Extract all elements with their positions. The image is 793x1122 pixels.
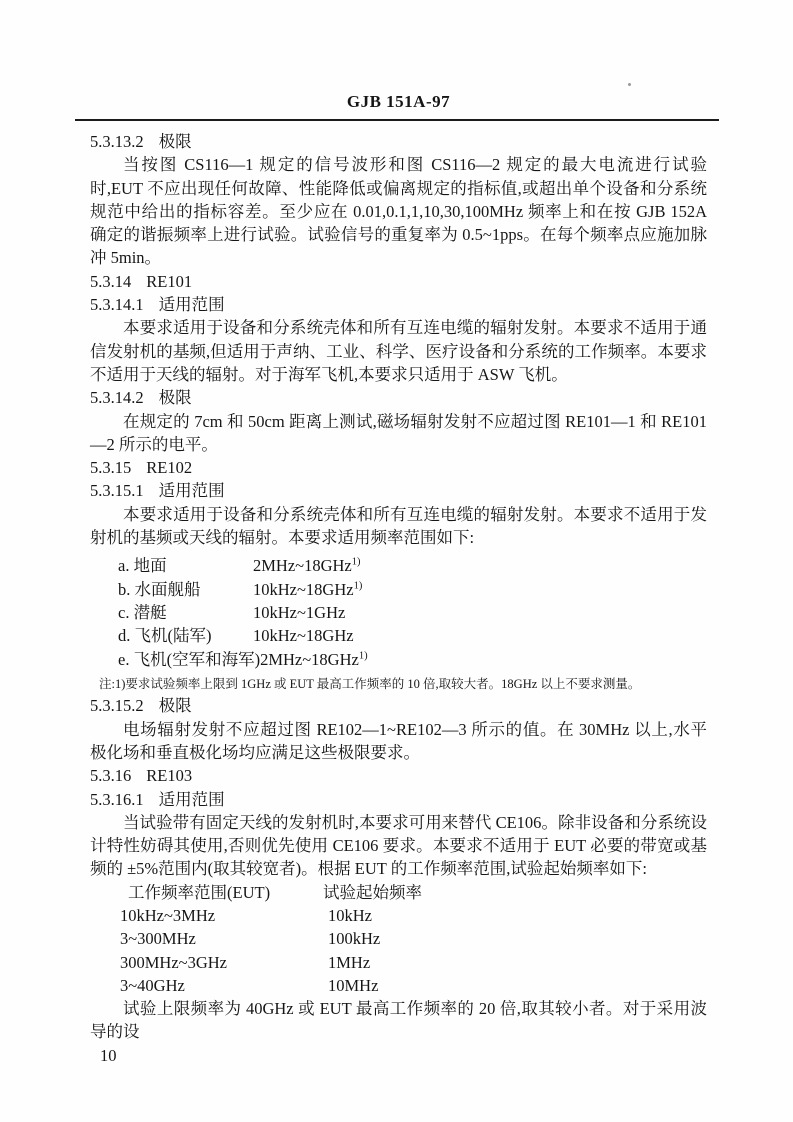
clause-number: 5.3.15.2 xyxy=(90,696,144,716)
clause-title: 极限 xyxy=(158,388,192,408)
cell-start-frequency: 10MHz xyxy=(328,975,379,995)
list-item-ground xyxy=(90,554,707,577)
section-heading-5-3-16-1 xyxy=(90,788,707,811)
section-heading-5-3-13-2 xyxy=(90,130,707,153)
clause-number: 5.3.13.2 xyxy=(90,132,144,151)
cell-operating-range: 3~300MHz xyxy=(120,929,196,949)
paragraph-re102-limit: 电场辐射发射不应超过图 RE102—1~RE102—3 所示的值。在 30MHz 以上,水平极化场和垂直极化场均应满足这些极限要求。 xyxy=(90,719,707,762)
footnote-marker: 1) xyxy=(351,556,361,568)
clause-number: 5.3.16.1 xyxy=(90,789,144,809)
clause-number: 5.3.15 xyxy=(90,458,132,478)
section-heading-5-3-14-1 xyxy=(90,293,707,316)
scan-speck xyxy=(628,83,631,86)
section-heading-5-3-14-2 xyxy=(90,386,707,409)
section-heading-5-3-16 xyxy=(90,764,707,787)
clause-number: 5.3.15.1 xyxy=(90,481,144,501)
footnote-text: 注:1)要求试验频率上限到 1GHz 或 EUT 最高工作频率的 10 倍,取较大者。18GHz 以上不要求测量。 xyxy=(99,676,641,691)
column-header-start-frequency: 试验起始频率 xyxy=(323,882,422,902)
document-body xyxy=(90,130,707,1067)
clause-title: 适用范围 xyxy=(158,789,225,809)
list-item-range: 10kHz~18GHz$^{1)}$ xyxy=(253,579,363,599)
clause-number: 5.3.14 xyxy=(90,271,132,291)
list-item-label: a. 地面 xyxy=(118,556,167,576)
paragraph-re102-scope: 本要求适用于设备和分系统壳体和所有互连电缆的辐射发射。本要求不适用于发射机的基频或天线的辐射。本要求适用频率范围如下: xyxy=(90,504,707,548)
cell-start-frequency: 100kHz xyxy=(328,929,381,949)
cell-operating-range: 3~40GHz xyxy=(120,975,185,995)
list-item-range: 2MHz~18GHz$^{1)}$ xyxy=(253,556,361,576)
list-item-aircraft-airforce-navy xyxy=(90,648,707,671)
clause-title: 极限 xyxy=(158,696,192,716)
footnote-marker: 1) xyxy=(358,650,368,662)
list-item-range: 10kHz~1GHz xyxy=(253,602,346,622)
clause-title: 适用范围 xyxy=(158,295,225,315)
cell-start-frequency: 10kHz xyxy=(328,906,372,925)
clause-title: RE101 xyxy=(146,271,193,291)
column-header-operating-range: 工作频率范围(EUT) xyxy=(128,882,271,902)
paragraph-cs116-limit: 当按图 CS116—1 规定的信号波形和图 CS116—2 规定的最大电流进行试验时,EUT 不应出现任何故障、性能降低或偏离规定的指标值,或超出单个设备和分系统规范中给出的指标容差。至少应在 0.01,0.1,1,10,30,100MHz 频率上和在按 GJB 152A 确定的谐振频率上进行试验。试验信号的重复率为 0.5~1pps。在每个频率点应施加脉冲 5min。 xyxy=(90,155,707,268)
list-item-aircraft-army xyxy=(90,624,707,647)
page-number: 10 xyxy=(100,1045,117,1065)
table-row xyxy=(90,974,707,997)
cell-operating-range: 300MHz~3GHz xyxy=(120,952,227,972)
header-rule xyxy=(75,119,719,121)
clause-number: 5.3.16 xyxy=(90,766,132,786)
frequency-range-list xyxy=(90,554,707,670)
table-header-row xyxy=(90,881,707,904)
clause-title: 极限 xyxy=(158,132,192,151)
clause-title: 适用范围 xyxy=(158,481,225,501)
paragraph-re101-limit: 在规定的 7cm 和 50cm 距离上测试,磁场辐射发射不应超过图 RE101—1 和 RE101—2 所示的电平。 xyxy=(90,411,707,454)
table-row xyxy=(90,904,707,927)
list-item-submarine xyxy=(90,601,707,624)
clause-number: 5.3.14.2 xyxy=(90,388,144,408)
list-item-range: 2MHz~18GHz$^{1)}$ xyxy=(260,649,368,669)
clause-title: RE102 xyxy=(146,458,193,478)
cell-start-frequency: 1MHz xyxy=(328,952,371,972)
table-row xyxy=(90,927,707,950)
list-item-surface-ship xyxy=(90,578,707,601)
cell-operating-range: 10kHz~3MHz xyxy=(120,906,216,925)
paragraph-re101-scope: 本要求适用于设备和分系统壳体和所有互连电缆的辐射发射。本要求不适用于通信发射机的基频,但适用于声纳、工业、科学、医疗设备和分系统的工作频率。本要求不适用于天线的辐射。对于海军飞机,本要求只适用于 ASW 飞机。 xyxy=(90,318,707,384)
section-heading-5-3-15-1 xyxy=(90,479,707,502)
paragraph-re103-scope: 当试验带有固定天线的发射机时,本要求可用来替代 CE106。除非设备和分系统设计特性妨碍其使用,否则优先使用 CE106 要求。本要求不适用于 EUT 必要的带宽或基频的 ±5%范围内(取其较宽者)。根据 EUT 的工作频率范围,试验起始频率如下: xyxy=(90,812,707,879)
list-item-label: d. 飞机(陆军) xyxy=(118,626,212,646)
section-heading-5-3-15 xyxy=(90,456,707,479)
list-item-range: 10kHz~18GHz xyxy=(253,626,354,646)
start-frequency-table xyxy=(90,881,707,997)
list-item-label: c. 潜艇 xyxy=(118,602,167,622)
list-item-label: b. 水面舰船 xyxy=(118,579,201,599)
section-heading-5-3-15-2 xyxy=(90,694,707,717)
page-header-title: GJB 151A-97 xyxy=(346,92,451,111)
table-row xyxy=(90,951,707,974)
clause-title: RE103 xyxy=(146,766,193,786)
clause-number: 5.3.14.1 xyxy=(90,295,144,315)
footnote-marker: 1) xyxy=(353,580,363,592)
list-item-label: e. 飞机(空军和海军) xyxy=(118,649,261,669)
section-heading-5-3-14 xyxy=(90,270,707,293)
paragraph-re103-upper-limit: 试验上限频率为 40GHz 或 EUT 最高工作频率的 20 倍,取其较小者。对于采用波导的设 xyxy=(90,999,707,1042)
